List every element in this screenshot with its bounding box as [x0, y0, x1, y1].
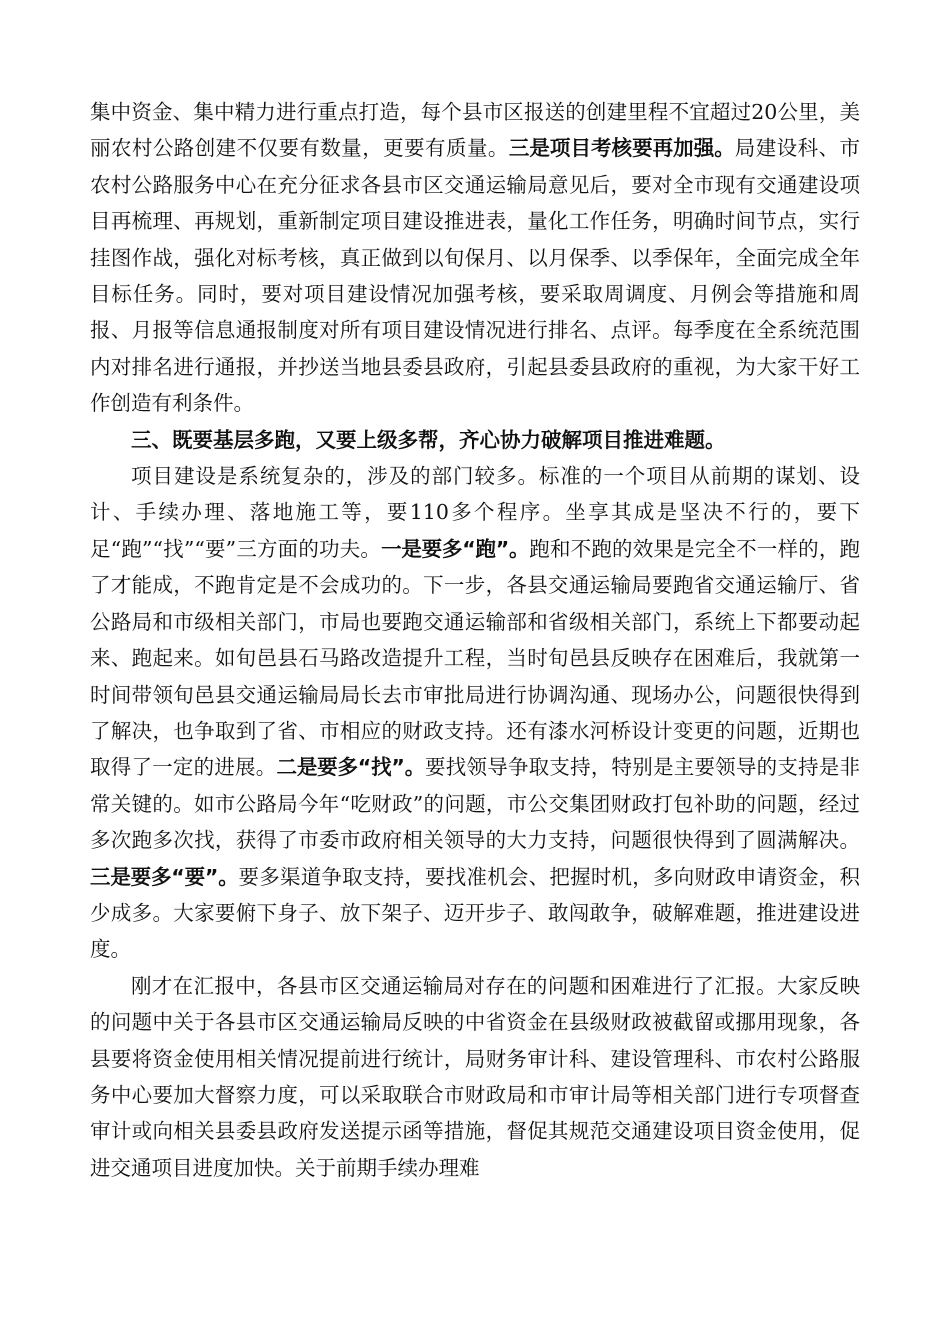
- paragraph-text: 集中资金、集中精力进行重点打造，每个县市区报送的创建里程不宜超过20公里，美丽农村公路创建不仅要有数量，更要有质量。: [90, 100, 860, 161]
- paragraph-text: 刚才在汇报中，各县市区交通运输局对存在的问题和困难进行了汇报。大家反映的问题中关于各县市区交通运输局反映的中省资金在县级财政被截留或挪用现象，各县要将资金使用相关情况提前进行统计，局财务审计科、建设管理科、市农村公路服务中心要加大督察力度，可以采取联合市财政局和市审计局等相关部门进行专项督查审计或向相关县委县政府发送提示函等措施，督促其规范交通建设项目资金使用，促进交通项目进度加快。关于前期手续办理难: [90, 973, 860, 1180]
- paragraph-project-assessment: [90, 94, 860, 422]
- point-two-find-heading: 二是要多“找”。: [276, 755, 426, 780]
- section-heading-three: 三、既要基层多跑，又要上级多帮，齐心协力破解项目推进难题。: [131, 427, 726, 452]
- paragraph-report-issues: [90, 968, 860, 1186]
- paragraph-text: 局建设科、市农村公路服务中心在充分征求各县市区交通运输局意见后，要对全市现有交通建设项目再梳理、再规划，重新制定项目建设推进表，量化工作任务，明确时间节点，实行挂图作战，强化对标考核，真正做到以旬保月、以月保季、以季保年，全面完成全年目标任务。同时，要对项目建设情况加强考核，要采取周调度、月例会等措施和周报、月报等信息通报制度对所有项目建设情况进行排名、点评。每季度在全系统范围内对排名进行通报，并抄送当地县委县政府，引起县委县政府的重视，为大家干好工作创造有利条件。: [90, 136, 861, 416]
- paragraph-text: 跑和不跑的效果是完全不一样的，跑了才能成，不跑肯定是不会成功的。下一步，各县交通运输局要跑省交通运输厅、省公路局和市级相关部门，市局也要跑交通运输部和省级相关部门，系统上下都要动起来、跑起来。如旬邑县石马路改造提升工程，当时旬邑县反映存在困难后，我就第一时间带领旬邑县交通运输局局长去市审批局进行协调沟通、现场办公，问题很快得到了解决，也争取到了省、市相应的财政支持。还有漆水河桥设计变更的问题，近期也取得了一定的进展。: [90, 536, 861, 780]
- paragraph-text: 要多渠道争取支持，要找准机会、把握时机，多向财政申请资金，积少成多。大家要俯下身子、放下架子、迈开步子、敢闯敢争，破解难题，推进建设进度。: [90, 864, 860, 962]
- document-page: [90, 94, 860, 1186]
- point-three-ask-heading: 三是要多“要”。: [90, 864, 239, 889]
- point-one-run-heading: 一是要多“跑”。: [381, 536, 530, 561]
- paragraph-text: 要找领导争取支持，特别是主要领导的支持是非常关键的。如市公路局今年“吃财政”的问题，市公交集团财政打包补助的问题，经过多次跑多次找，获得了市委市政府相关领导的大力支持，问题很快得到了圆满解决。: [90, 755, 861, 853]
- point-three-assessment-heading: 三是项目考核要再加强。: [508, 136, 735, 161]
- paragraph-text: 项目建设是系统复杂的，涉及的部门较多。标准的一个项目从前期的谋划、设计、手续办理、落地施工等，要110多个程序。坐享其成是坚决不行的，要下足“跑”“找”“要”三方面的功夫。: [90, 464, 860, 561]
- paragraph-run-find-ask: [90, 458, 860, 968]
